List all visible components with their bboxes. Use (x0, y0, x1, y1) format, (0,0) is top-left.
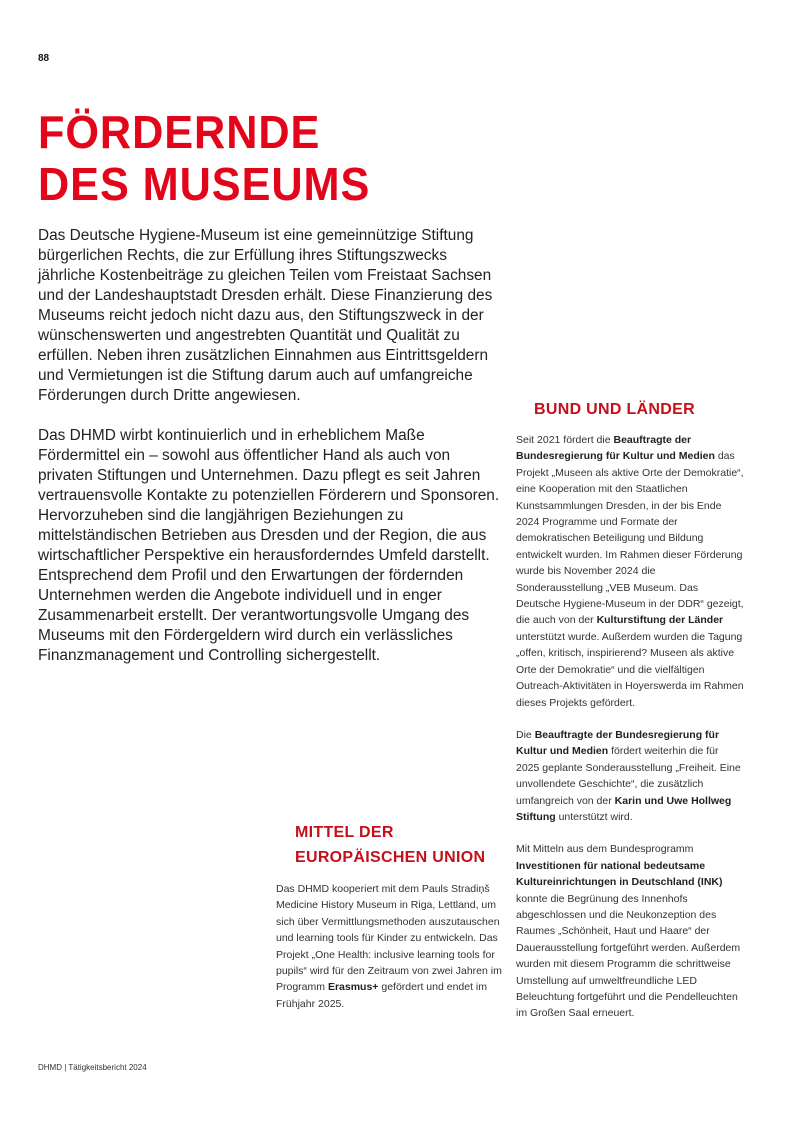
funder-name: Beauftragte der Bundesregierung für Kultur und Medien (516, 728, 720, 758)
bund-laender-column (516, 432, 744, 1038)
text-run: unterstützt wird. (555, 810, 633, 823)
funder-name: Kulturstiftung der Länder (596, 614, 724, 627)
text-run: Das DHMD kooperiert mit dem Pauls Stradiņš Medicine History Museum in Riga, Lettland, um sich über Vermittlungsmethoden auszutauschen und learning tools für Kinder zu entwickeln. Das Projekt „One Health: inclusive learning tools for pupils“ wird für den Zeitraum von zwei Jahren im Programm (276, 883, 502, 994)
eu-heading (295, 820, 485, 870)
eu-column (276, 881, 504, 1028)
footer: DHMD | Tätigkeitsbericht 2024 (38, 1063, 147, 1072)
eu-heading-line-1: MITTEL DER (295, 824, 394, 841)
text-run: konnte die Begrünung des Innenhofs abgeschlossen und die Neukonzeption des Raumes „Schönheit, Haut und Haare“ der Dauerausstellung fortgeführt werden. Außerdem wurden mit diesem Programm die schrittweise Umstellung auf umweltfreundliche LED Beleuchtung fortgeführt und die Pendelleuchten im Großen Saal erneuert. (516, 892, 741, 1020)
text-run: unterstützt wurde. Außerdem wurden die Tagung „offen, kritisch, inspirierend? Museen als aktive Orte der Demokratie“ und die vielfältigen Outreach-Aktivitäten in Hoyerswerda im Rahmen dieses Projekts gefördert. (516, 630, 744, 709)
funder-name: Investitionen für national bedeutsame Kultureinrichtungen in Deutschland (INK) (516, 859, 723, 889)
program-name: Erasmus+ (327, 981, 379, 994)
bund-paragraph-2 (516, 727, 744, 825)
funder-name: Beauftragte der Bundesregierung für Kultur und Medien (516, 434, 715, 463)
text-run: fördert weiterhin die für 2025 geplante Sonderausstellung „Freiheit. Eine unvollendete Geschichte“, die zusätzlich umfangreich von der (516, 745, 741, 807)
text-run: Die (516, 728, 535, 741)
page-title-line-1: FÖRDERNDE (38, 106, 321, 158)
text-run: gefördert und endet im Frühjahr 2025. (276, 981, 488, 1010)
bund-paragraph-1 (516, 432, 744, 711)
text-run: das Projekt „Museen als aktive Orte der Demokratie“, eine Kooperation mit den Staatlichen Kunstsammlungen Dresden, in der bis Ende 2024 Programme und Formate der demokratischen Beteiligung und Bildung entwickelt wurden. Im Rahmen dieser Förderung wurde bis November 2024 die Sonderausstellung „VEB Museum. Das Deutsche Hygiene-Museum in der DDR“ gezeigt, die auch von der (516, 450, 744, 627)
text-run: Seit 2021 fördert die (516, 434, 614, 446)
funder-name: Karin und Uwe Hollweg Stiftung (516, 794, 732, 823)
page-title-line-2: DES MUSEUMS (38, 158, 371, 210)
page-title (38, 106, 370, 210)
page-number: 88 (38, 53, 50, 64)
intro-paragraph-1: Das Deutsche Hygiene-Museum ist eine gemeinnützige Stiftung bürgerlichen Rechts, die zur Erfüllung ihres Stiftungszwecks jährliche Kostenbeiträge zu gleichen Teilen vom Freistaat Sachsen und der Landeshauptstadt Dresden erhält. Diese Finanzierung des Museums reicht jedoch nicht dazu aus, den Stiftungszweck in der wünschenswerten und angestrebten Quantität und Qualität zu erfüllen. Neben ihren zusätzlichen Einnahmen aus Eintrittsgeldern und Vermietungen ist die Stiftung darum auch auf umfangreiche Förderungen durch Dritte angewiesen. (38, 227, 493, 404)
text-run: Mit Mitteln aus dem Bundesprogramm (516, 843, 694, 856)
eu-paragraph-1 (276, 881, 504, 1012)
intro-text (38, 226, 503, 686)
bund-laender-heading: BUND UND LÄNDER (534, 401, 695, 418)
eu-heading-line-2: EUROPÄISCHEN UNION (295, 849, 486, 866)
intro-paragraph-2: Das DHMD wirbt kontinuierlich und in erheblichem Maße Fördermittel ein – sowohl aus öffentlicher Hand als auch von privaten Stiftungen und Unternehmen. Dazu pflegt es seit Jahren vertrauensvolle Kontakte zu potenziellen Förderern und Sponsoren. Hervorzuheben sind die langjährigen Beziehungen zu mittelständischen Betrieben aus Dresden und der Region, die aus wirtschaftlicher Perspektive ein herausforderndes Umfeld darstellt. Entsprechend dem Profil und den Erwartungen der fördernden Unternehmen werden die Angebote individuell und in enger Zusammenarbeit erstellt. Der verantwortungsvolle Umgang des Museums mit den Fördergeldern wird durch ein verlässliches Finanzmanagement und Controlling sichergestellt. (38, 427, 500, 664)
bund-paragraph-3 (516, 841, 744, 1021)
